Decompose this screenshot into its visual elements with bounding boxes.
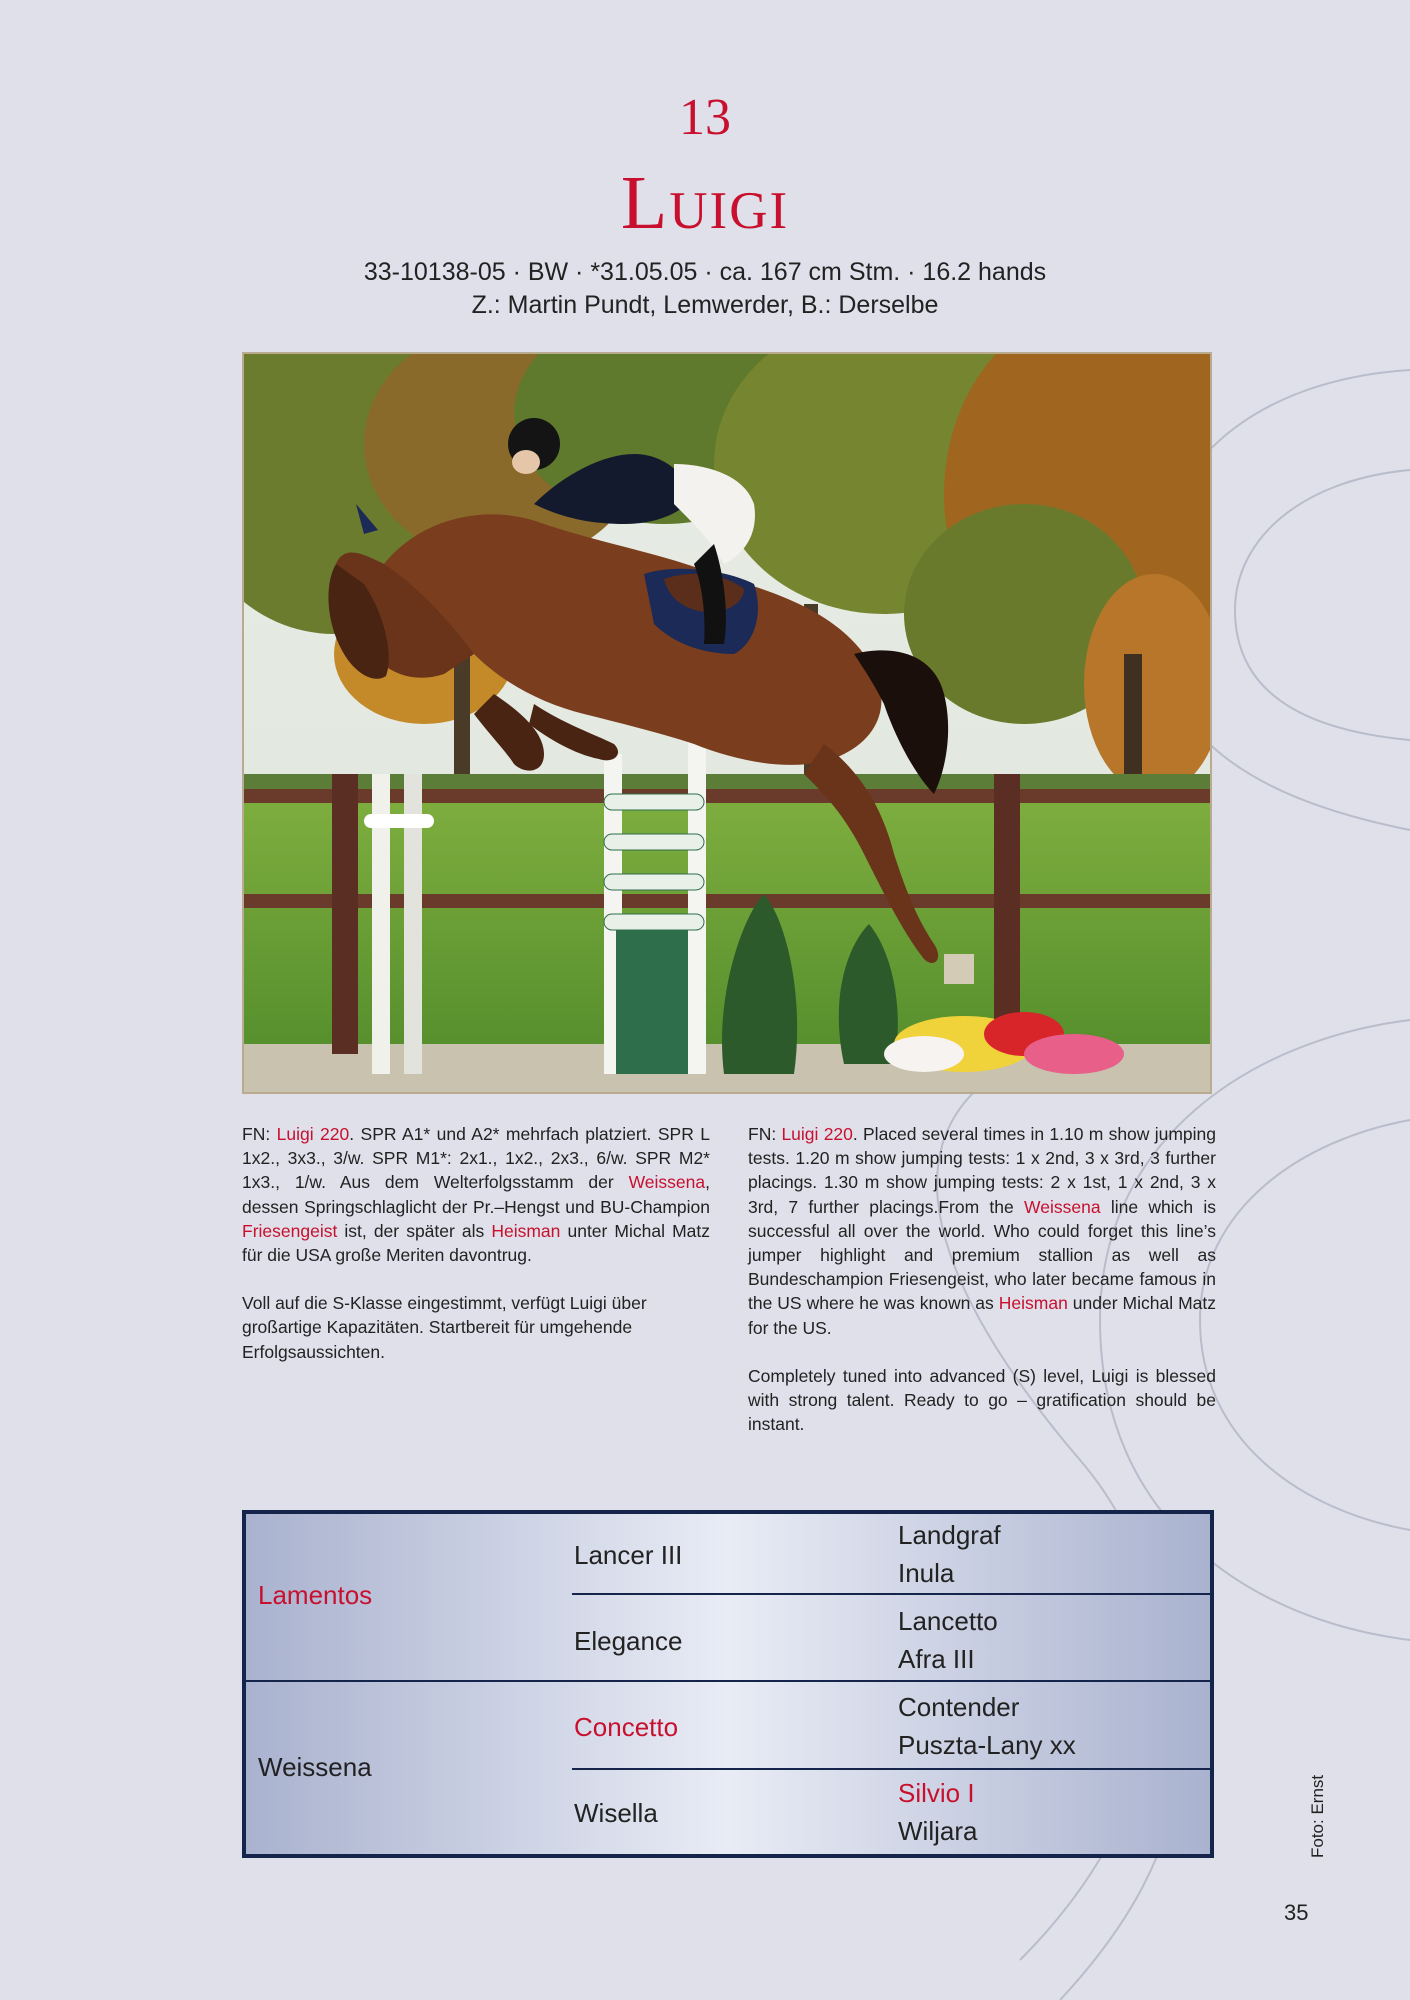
weissena-name: Weissena: [1024, 1196, 1101, 1217]
german-paragraph-1: FN: Luigi 220. SPR A1* und A2* mehrfach platziert. SPR L 1x2., 3x3., 3/w. SPR M1*: 2x1., 1x2., 2x3., 6/w. SPR M2* 1x3., 1/w. Aus dem Welterfolgsstamm der Weissena, dessen Springschlaglicht der Pr.–Hengst und BU-Champion Friesengeist ist, der später als Heisman unter Michal Matz für die USA große Meriten davontrug.: [242, 1124, 710, 1266]
pedigree-ggp-3: Lancetto: [898, 1606, 998, 1636]
description-english: [748, 1122, 1216, 1460]
pedigree-sire-dam: Elegance: [574, 1626, 683, 1656]
heisman-name: Heisman: [491, 1220, 561, 1241]
horse-jumping-photo: [242, 352, 1212, 1094]
pedigree-table: [242, 1510, 1214, 1858]
pedigree-dam: Weissena: [258, 1752, 372, 1782]
pedigree-ggp-7: Silvio I: [898, 1778, 975, 1808]
pedigree-sire-sire: Lancer III: [574, 1540, 683, 1570]
german-paragraph-2: Voll auf die S-Klasse eingestimmt, verfügt Luigi über großartige Kapazitäten. Startbereit für umgehende Erfolgsaussichten.: [242, 1293, 647, 1362]
horse-name: Luigi: [620, 161, 790, 245]
pedigree-ggp-8: Wiljara: [898, 1816, 978, 1846]
pedigree-sire: Lamentos: [258, 1580, 373, 1610]
heisman-name: Heisman: [998, 1293, 1068, 1314]
pedigree-ggp-1: Landgraf: [898, 1520, 1001, 1550]
page-number: 35: [1284, 1900, 1309, 1925]
weissena-name: Weissena: [628, 1172, 706, 1193]
meta-line-breeder: Z.: Martin Pundt, Lemwerder, B.: Derselbe: [471, 291, 939, 319]
horse-meta: [0, 256, 1410, 322]
luigi-name-link: Luigi 220: [781, 1124, 853, 1144]
english-paragraph-2: Completely tuned into advanced (S) level, Luigi is blessed with strong talent. Ready to go – gratification should be instant.: [748, 1365, 1216, 1435]
lot-number: 13: [679, 89, 731, 146]
pedigree-divider-main: [246, 1680, 1210, 1682]
pedigree-ggp-2: Inula: [898, 1558, 955, 1588]
pedigree-dam-sire: Concetto: [574, 1712, 679, 1742]
pedigree-ggp-5: Contender: [898, 1692, 1020, 1722]
pedigree-ggp-6: Puszta-Lany xx: [898, 1730, 1076, 1760]
pedigree-ggp-4: Afra III: [898, 1644, 975, 1674]
luigi-name-link: Luigi 220: [276, 1124, 350, 1144]
pedigree-divider-sire: [572, 1593, 1210, 1595]
description-german: [242, 1122, 710, 1388]
pedigree-dam-dam: Wisella: [574, 1798, 658, 1828]
pedigree-divider-dam: [572, 1768, 1210, 1770]
meta-line-registration: 33-10138-05 · BW · *31.05.05 · ca. 167 cm Stm. · 16.2 hands: [363, 258, 1047, 286]
photo-credit: Foto: Ernst: [1308, 1774, 1327, 1858]
friesengeist-name: Friesengeist: [242, 1220, 338, 1241]
english-paragraph-1: FN: Luigi 220. Placed several times in 1.10 m show jumping tests. 1.20 m show jumping tests: 1 x 2nd, 3 x 3rd, 3 further placings. 1.30 m show jumping tests: 2 x 1st, 1 x 2nd, 3 x 3rd, 7 further placings.From the Weissena line which is successful all over the world. Who could forget this line’s jumper highlight and premium stallion as well as Bundeschampion Friesengeist, who later became famous in the US where he was known as Heisman under Michal Matz for the US.: [748, 1124, 1216, 1338]
